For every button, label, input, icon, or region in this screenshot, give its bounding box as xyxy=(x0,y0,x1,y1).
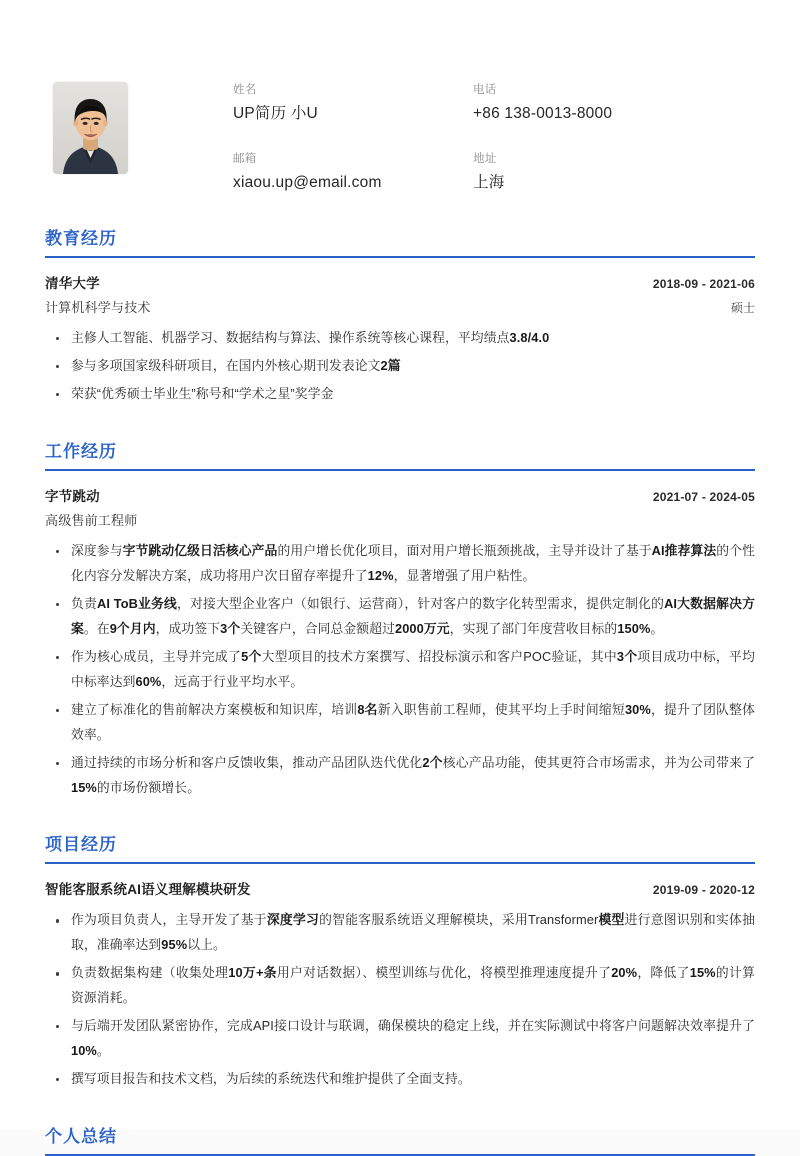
education-degree: 硕士 xyxy=(730,301,755,316)
contact-field-name xyxy=(233,82,473,127)
education-major: 计算机科学与技术 xyxy=(45,300,151,316)
bullet-item: 作为核心成员，主导并完成了5个大型项目的技术方案撰写、招投标演示和客户POC验证，其中3个项目成功中标，平均中标率达到60%，远高于行业平均水平。 xyxy=(45,645,755,695)
bullet-item: 建立了标准化的售前解决方案模板和知识库，培训8名新入职售前工程师，使其平均上手时间缩短30%，提升了团队整体效率。 xyxy=(45,698,755,748)
section-project xyxy=(45,830,755,1092)
contact-field-address xyxy=(473,151,755,196)
section-title-summary: 个人总结 xyxy=(45,1127,117,1147)
education-bullets xyxy=(45,326,755,407)
education-date: 2018-09 - 2021-06 xyxy=(652,277,755,292)
bullet-item: 参与多项国家级科研项目，在国内外核心期刊发表论文2篇 xyxy=(45,354,755,379)
bullet-item: 负责数据集构建（收集处理10万+条用户对话数据）、模型训练与优化，将模型推理速度提升了20%，降低了15%的计算资源消耗。 xyxy=(45,961,755,1011)
work-bullets xyxy=(45,539,755,801)
bullet-item: 负责AI ToB业务线，对接大型企业客户（如银行、运营商），针对客户的数字化转型需求，提供定制化的AI大数据解决方案。在9个月内，成功签下3个关键客户，合同总金额超过2000万元，实现了部门年度营收目标的150%。 xyxy=(45,592,755,642)
section-divider-project xyxy=(45,862,755,864)
work-company: 字节跳动 xyxy=(45,488,100,504)
work-entry-sub xyxy=(45,510,755,529)
field-label-name: 姓名 xyxy=(233,84,257,96)
section-title-education: 教育经历 xyxy=(45,229,117,249)
profile-photo-image xyxy=(53,82,128,174)
project-bullets xyxy=(45,908,755,1092)
contact-fields xyxy=(233,82,755,196)
bullet-item: 与后端开发团队紧密协作，完成API接口设计与联调，确保模块的稳定上线，并在实际测试中将客户问题解决效率提升了10%。 xyxy=(45,1014,755,1064)
work-entry-head xyxy=(45,485,755,505)
section-summary xyxy=(45,1122,755,1156)
education-school: 清华大学 xyxy=(45,276,100,292)
profile-photo xyxy=(53,82,128,174)
field-value-address: 上海 xyxy=(473,174,505,192)
section-work xyxy=(45,437,755,801)
section-divider-work xyxy=(45,469,755,471)
project-entry-head xyxy=(45,878,755,898)
field-label-phone: 电话 xyxy=(473,84,497,96)
contact-field-phone xyxy=(473,82,755,127)
field-label-email: 邮箱 xyxy=(233,153,257,166)
resume-header xyxy=(45,0,755,206)
bullet-item: 作为项目负责人，主导开发了基于深度学习的智能客服系统语义理解模块，采用Transformer模型进行意图识别和实体抽取，准确率达到95%以上。 xyxy=(45,908,755,958)
bullet-item: 荣获“优秀硕士毕业生”称号和“学术之星”奖学金 xyxy=(45,382,755,407)
bullet-item: 撰写项目报告和技术文档，为后续的系统迭代和维护提供了全面支持。 xyxy=(45,1067,755,1092)
bullet-item: 深度参与字节跳动亿级日活核心产品的用户增长优化项目，面对用户增长瓶颈挑战，主导并设计了基于AI推荐算法的个性化内容分发解决方案，成功将用户次日留存率提升了12%，显著增强了用户粘性。 xyxy=(45,539,755,589)
work-date: 2021-07 - 2024-05 xyxy=(652,489,755,504)
bullet-item: 通过持续的市场分析和客户反馈收集，推动产品团队迭代优化2个核心产品功能，使其更符合市场需求，并为公司带来了15%的市场份额增长。 xyxy=(45,751,755,801)
field-label-address: 地址 xyxy=(473,153,497,166)
education-entry-head xyxy=(45,272,755,292)
work-entry xyxy=(45,485,755,801)
education-entry-sub xyxy=(45,297,755,316)
education-entry xyxy=(45,272,755,407)
contact-field-email xyxy=(233,151,473,196)
section-education xyxy=(45,224,755,407)
field-value-phone: +86 138-0013-8000 xyxy=(473,105,613,123)
project-date: 2019-09 - 2020-12 xyxy=(652,883,755,898)
section-title-project: 项目经历 xyxy=(45,835,117,855)
field-value-name: UP简历 小U xyxy=(233,105,318,123)
section-title-work: 工作经历 xyxy=(45,441,117,461)
work-title: 高级售前工程师 xyxy=(45,512,138,528)
section-divider-education xyxy=(45,256,755,258)
project-name: 智能客服系统AI语义理解模块研发 xyxy=(45,882,251,898)
project-entry xyxy=(45,878,755,1092)
field-value-email: xiaou.up@email.com xyxy=(233,174,382,192)
bullet-item: 主修人工智能、机器学习、数据结构与算法、操作系统等核心课程，平均绩点3.8/4.0 xyxy=(45,326,755,351)
